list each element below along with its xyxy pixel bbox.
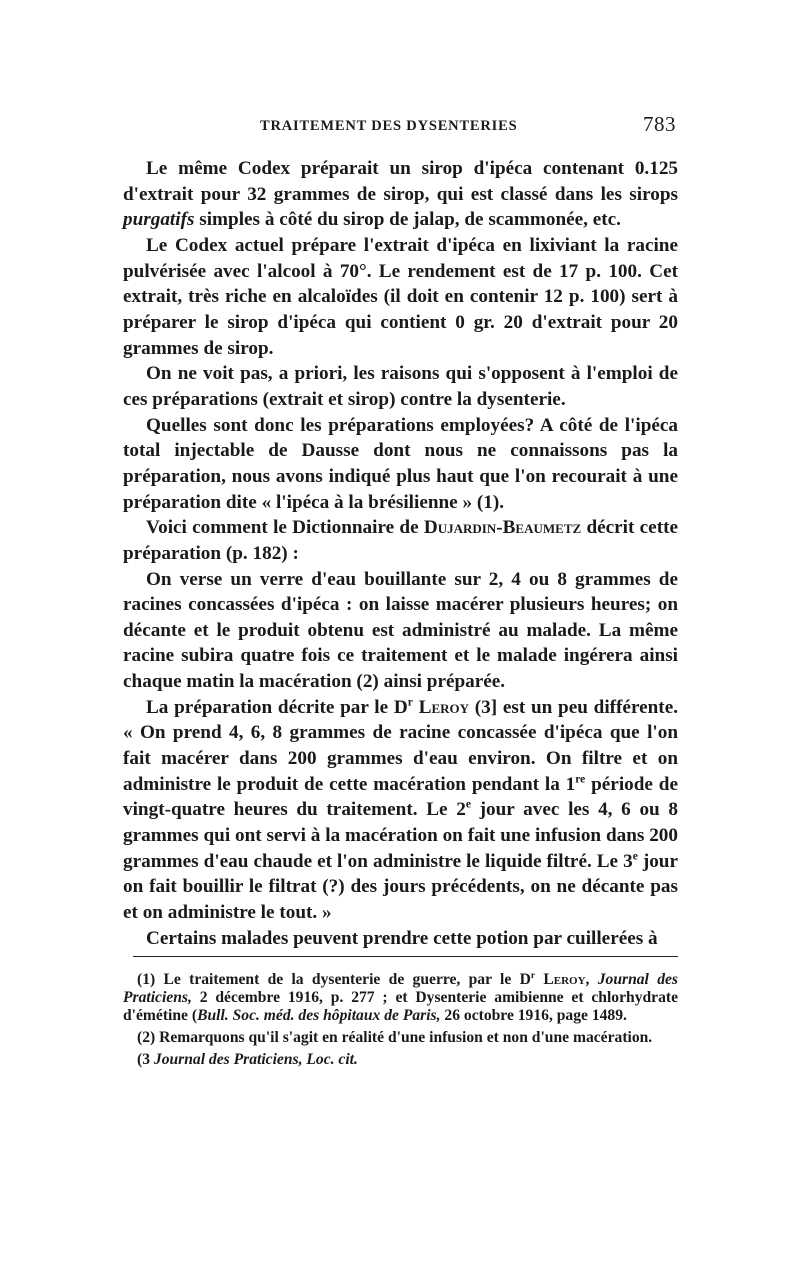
paragraph-5: [123, 515, 678, 566]
paragraph-1-italic: purgatifs: [123, 209, 195, 231]
footnote-1-journal: Journal des Praticiens,: [123, 971, 678, 1006]
author-name-dujardin: Dujardin-Beaumetz: [423, 517, 582, 539]
paragraph-7-mid3: jour avec les 4, 6 ou 8 grammes qui ont servi à la macération on fait une infusion dans 200 grammes d'eau chaude et l'on administre le liquide filtré. Le 3: [123, 799, 678, 872]
paragraph-7: [123, 695, 678, 926]
paragraph-7-start: La préparation décrite par le D: [146, 696, 408, 718]
footnote-1-author: Leroy,: [535, 971, 598, 988]
footnote-2: (2) Remarquons qu'il s'agit en réalité d'une infusion et non d'une macération.: [137, 1029, 653, 1046]
body-text: [123, 156, 678, 951]
paragraph-4: Quelles sont donc les préparations employées? A côté de l'ipéca total injectable de Dausse dont nous ne connaissons pas la préparation, nous avons indiqué plus haut que l'on recourait à une préparation dite « l'ipéca à la brésilienne » (1).: [123, 414, 678, 513]
paragraph-1-end: simples à côté du sirop de jalap, de scammonée, etc.: [194, 209, 621, 231]
footnote-1: [123, 971, 678, 1025]
footnote-3: [123, 1051, 678, 1069]
footnote-1-text: (1) Le traitement de la dysenterie de guerre, par le D: [137, 971, 531, 988]
superscript: e: [465, 799, 471, 812]
paragraph-3: On ne voit pas, a priori, les raisons qui s'opposent à l'emploi de ces préparations (extrait et sirop) contre la dysenterie.: [123, 363, 678, 410]
page-number: 783: [643, 112, 676, 136]
footnote-rule: [133, 956, 678, 957]
page: [123, 112, 678, 951]
paragraph-5-end: décrit cette préparation (p. 182) :: [123, 517, 678, 564]
paragraph-2: Le Codex actuel prépare l'extrait d'ipéca en lixiviant la racine pulvérisée avec l'alcool à 70°. Le rendement est de 17 p. 100. Cet extrait, très riche en alcaloïdes (il doit en contenir 12 p. 100) sert à préparer le sirop d'ipéca qui contient 0 gr. 20 d'extrait pour 20 grammes de sirop.: [123, 234, 678, 359]
footnote-1-bulletin: Bull. Soc. méd. des hôpitaux de Paris,: [197, 1007, 441, 1024]
paragraph-6: On verse un verre d'eau bouillante sur 2, 4 ou 8 grammes de racines concassées d'ipéca : on laisse macérer plusieurs heures; on décante et le produit obtenu est administré au malade. La même racine subira quatre fois ce traitement et le malade ingérera ainsi chaque matin la macération (2) ainsi préparée.: [123, 568, 678, 693]
author-name-leroy: Leroy: [418, 696, 469, 718]
footnote-1-text-3: 26 octobre 1916, page 1489.: [440, 1007, 627, 1024]
footnotes: [123, 956, 678, 1073]
paragraph-1-text: Le même Codex préparait un sirop d'ipéca contenant 0.125 d'extrait pour 32 grammes de sirop, qui est classé dans les sirops: [123, 158, 678, 205]
superscript: re: [575, 773, 586, 786]
page-header: [123, 112, 678, 142]
superscript: e: [632, 850, 638, 863]
paragraph-8: Certains malades peuvent prendre cette potion par cuillerées à: [146, 927, 658, 949]
footnote-3-text: (3: [137, 1051, 154, 1068]
paragraph-5-start: Voici comment le Dictionnaire de: [146, 517, 424, 539]
paragraph-1: [123, 156, 678, 233]
footnote-1-text-2: 2 décembre 1916, p. 277 ; et Dysenterie amibienne et chlorhydrate d'émétine (: [123, 989, 678, 1024]
paragraph-7-end: jour on fait bouillir le filtrat (?) des jours précédents, on ne décante pas et on administre le tout. »: [123, 850, 678, 924]
footnote-3-journal: Journal des Praticiens, Loc. cit.: [153, 1051, 358, 1068]
paragraph-7-mid2: période de vingt-quatre heures du traitement. Le 2: [123, 773, 678, 821]
running-head: TRAITEMENT DES DYSENTERIES: [260, 118, 518, 134]
paragraph-7-mid: (3] est un peu différente. « On prend 4, 6, 8 grammes de racine concassée d'ipéca que l'on fait macérer dans 200 grammes d'eau environ. On filtre et on administre le produit de cette macération pendant la 1: [123, 696, 679, 795]
superscript: r: [407, 696, 413, 709]
superscript: r: [530, 970, 536, 981]
